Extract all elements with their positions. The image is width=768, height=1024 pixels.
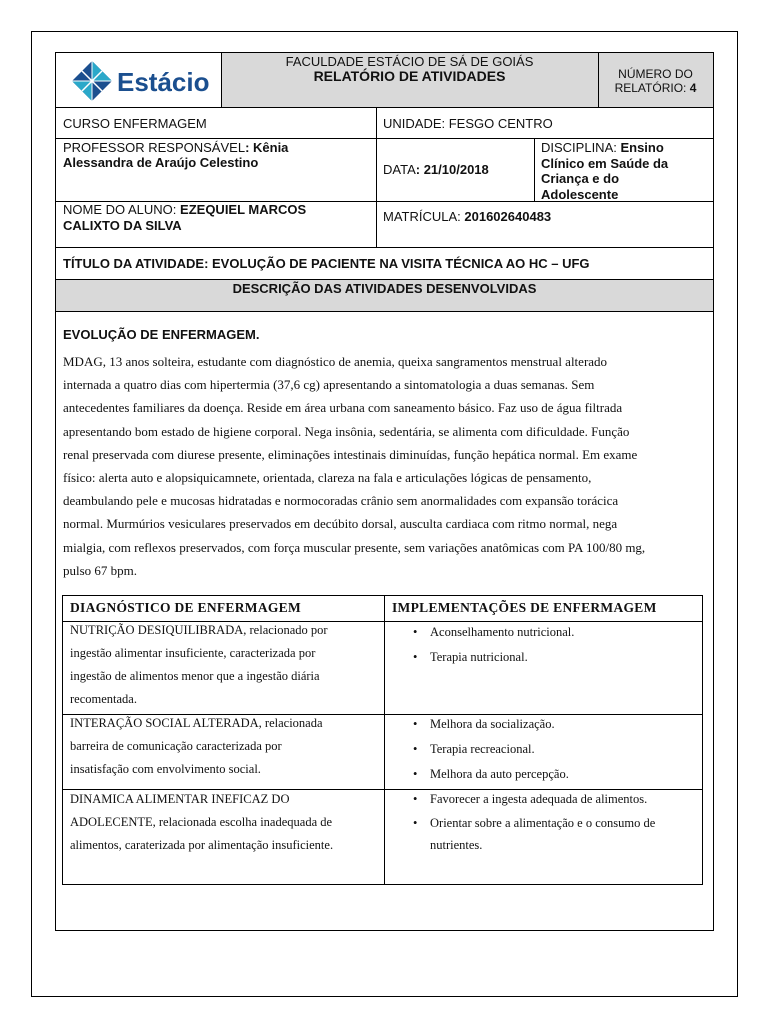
implementation-item: • Aconselhamento nutricional. (385, 620, 701, 645)
nursing-table (62, 595, 703, 885)
bullet-icon: • (413, 816, 418, 830)
bullet-icon: • (413, 717, 418, 731)
activity-title: TÍTULO DA ATIVIDADE: EVOLUÇÃO DE PACIENTE NA VISITA TÉCNICA AO HC – UFG (63, 256, 590, 271)
section-heading: DESCRIÇÃO DAS ATIVIDADES DESENVOLVIDAS (56, 280, 713, 311)
report-form (55, 52, 714, 931)
evolution-line: apresentando bom estado de higiene corporal. Nega insônia, sedentária, se alimenta com dificuldade. Função (63, 423, 630, 439)
evolution-title: EVOLUÇÃO DE ENFERMAGEM. (63, 327, 260, 342)
unit-field: UNIDADE: FESGO CENTRO (383, 116, 553, 131)
evolution-line: deambulando pele e mucosas hidratadas e normocoradas crânio sem anormalidades com expansão torácica (63, 493, 619, 509)
course-field: CURSO ENFERMAGEM (63, 116, 207, 131)
bullet-icon: • (413, 742, 418, 756)
estacio-logo (70, 59, 220, 105)
diagnosis-cell: INTERAÇÃO SOCIAL ALTERADA, relacionada barreira de comunicação caracterizada por insatisfação com envolvimento social. (70, 716, 323, 776)
evolution-line: antecedentes familiares da doença. Reside em área urbana com saneamento básico. Faz uso de água filtrada (63, 400, 623, 416)
diagnosis-cell: DINAMICA ALIMENTAR INEFICAZ DO ADOLECENTE, relacionada escolha inadequada de alimentos, caraterizada por alimentação insuficiente. (70, 792, 334, 852)
bullet-icon: • (413, 767, 418, 781)
institution-name: FACULDADE ESTÁCIO DE SÁ DE GOIÁS (285, 54, 534, 69)
student-field: NOME DO ALUNO: EZEQUIEL MARCOS CALIXTO DA SILVA (63, 202, 307, 233)
implementation-item: • Melhora da socialização. (385, 712, 701, 737)
implementation-header: IMPLEMENTAÇÕES DE ENFERMAGEM (392, 600, 657, 615)
bullet-icon: • (413, 792, 418, 806)
implementation-list (385, 787, 701, 856)
bullet-icon: • (413, 625, 418, 639)
implementation-item: • Terapia nutricional. (385, 645, 701, 670)
logo-diamond-icon (72, 61, 112, 101)
date-field: DATA: 21/10/2018 (383, 162, 489, 177)
evolution-line: pulso 67 bpm. (63, 562, 138, 578)
registration-field: MATRÍCULA: 201602640483 (383, 209, 552, 224)
report-number-value: 4 (689, 81, 697, 95)
bullet-icon: • (413, 650, 418, 664)
diagnosis-header: DIAGNÓSTICO DE ENFERMAGEM (70, 600, 302, 615)
report-number-label: NÚMERO DO RELATÓRIO: 4 (614, 67, 697, 95)
implementation-item: • Terapia recreacional. (385, 737, 701, 762)
implementation-item: • Favorecer a ingesta adequada de alimentos. (385, 787, 701, 812)
diagnosis-cell: NUTRIÇÃO DESIQUILIBRADA, relacionado por ingestão alimentar insuficiente, caracterizada por ingestão de alimentos menor que a ingestão diária recomentada. (70, 623, 328, 706)
implementation-item: • Orientar sobre a alimentação e o consumo de nutrientes. (385, 812, 701, 856)
evolution-text (63, 350, 703, 582)
document-title: RELATÓRIO DE ATIVIDADES (313, 68, 506, 84)
evolution-line: internada a quatro dias com hipertermia (37,6 cg) apresentando a sintomatologia a duas semanas. Sem (63, 377, 595, 393)
professor-field: PROFESSOR RESPONSÁVEL: Kênia Alessandra de Araújo Celestino (63, 140, 289, 170)
evolution-line: MDAG, 13 anos solteira, estudante com diagnóstico de anemia, queixa sangramentos menstrual alterado (63, 354, 608, 369)
evolution-line: físico: alerta auto e alopsiquicamnete, orientada, clareza na fala e articulações lógicas de pensamento, (63, 470, 592, 486)
implementation-item: • Melhora da auto percepção. (385, 762, 701, 787)
evolution-line: renal preservada com diurese presente, eliminações intestinais diminuídas, função hepática normal. Em exame (63, 446, 638, 462)
implementation-list (385, 712, 701, 787)
evolution-line: mialgia, com reflexos preservados, com força muscular presente, sem variações anatômicas com PA 100/80 mg, (63, 539, 646, 555)
evolution-line: normal. Murmúrios vesiculares preservados em decúbito dorsal, ausculta cardiaca com ritmo normal, nega (63, 516, 618, 532)
discipline-field: DISCIPLINA: Ensino Clínico em Saúde da Criança e do Adolescente (541, 140, 669, 202)
implementation-list (385, 620, 701, 670)
logo-wordmark: Estácio (117, 67, 210, 97)
